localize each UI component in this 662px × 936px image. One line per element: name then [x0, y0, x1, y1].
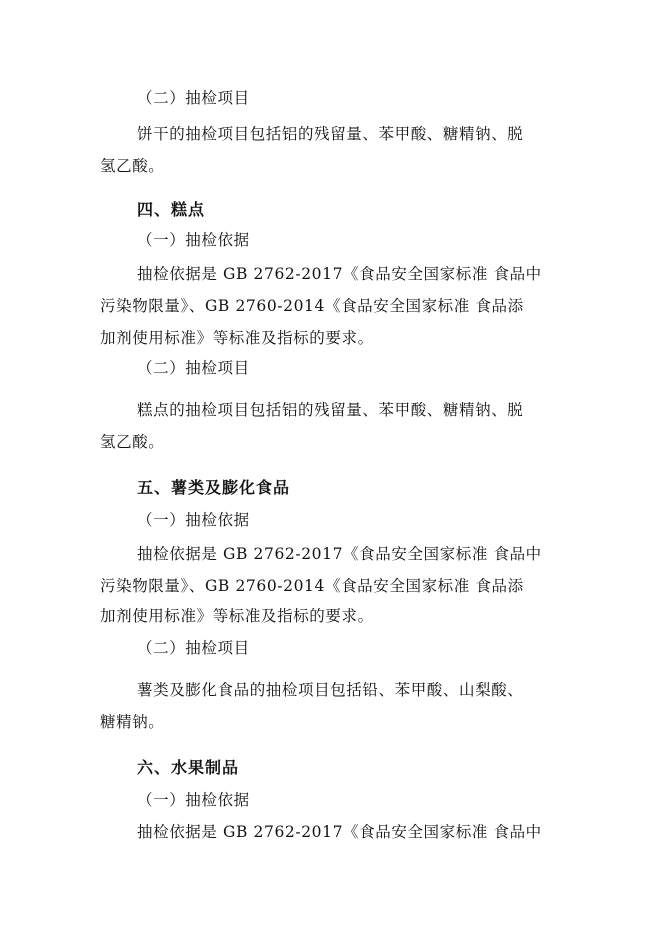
subheading-basis: （一）抽检依据 [137, 231, 250, 249]
paragraph-line: 加剂使用标准》等标准及指标的要求。 [100, 329, 374, 347]
paragraph-line: 抽检依据是 GB 2762-2017《食品安全国家标准 食品中 [137, 545, 542, 563]
paragraph-line: 抽检依据是 GB 2762-2017《食品安全国家标准 食品中 [137, 265, 542, 283]
subheading-items: （二）抽检项目 [137, 89, 250, 107]
paragraph-line: 糕点的抽检项目包括铝的残留量、苯甲酸、糖精钠、脱 [137, 401, 524, 419]
paragraph-line: 氢乙酸。 [100, 157, 165, 175]
paragraph-line: 氢乙酸。 [100, 433, 165, 451]
paragraph-line: 污染物限量》、GB 2760-2014《食品安全国家标准 食品添 [100, 297, 524, 315]
section-heading: 六、水果制品 [137, 758, 240, 777]
subheading-basis: （一）抽检依据 [137, 511, 250, 529]
paragraph-line: 糖精钠。 [100, 713, 165, 731]
subheading-basis: （一）抽检依据 [137, 791, 250, 809]
subheading-items: （二）抽检项目 [137, 639, 250, 657]
paragraph-line: 加剂使用标准》等标准及指标的要求。 [100, 607, 374, 625]
section-heading: 四、糕点 [137, 200, 206, 219]
paragraph-line: 污染物限量》、GB 2760-2014《食品安全国家标准 食品添 [100, 577, 524, 595]
paragraph-line: 饼干的抽检项目包括铝的残留量、苯甲酸、糖精钠、脱 [137, 125, 524, 143]
subheading-items: （二）抽检项目 [137, 359, 250, 377]
paragraph-line: 抽检依据是 GB 2762-2017《食品安全国家标准 食品中 [137, 823, 542, 841]
section-heading: 五、薯类及膨化食品 [137, 478, 291, 497]
paragraph-line: 薯类及膨化食品的抽检项目包括铅、苯甲酸、山梨酸、 [137, 681, 524, 699]
